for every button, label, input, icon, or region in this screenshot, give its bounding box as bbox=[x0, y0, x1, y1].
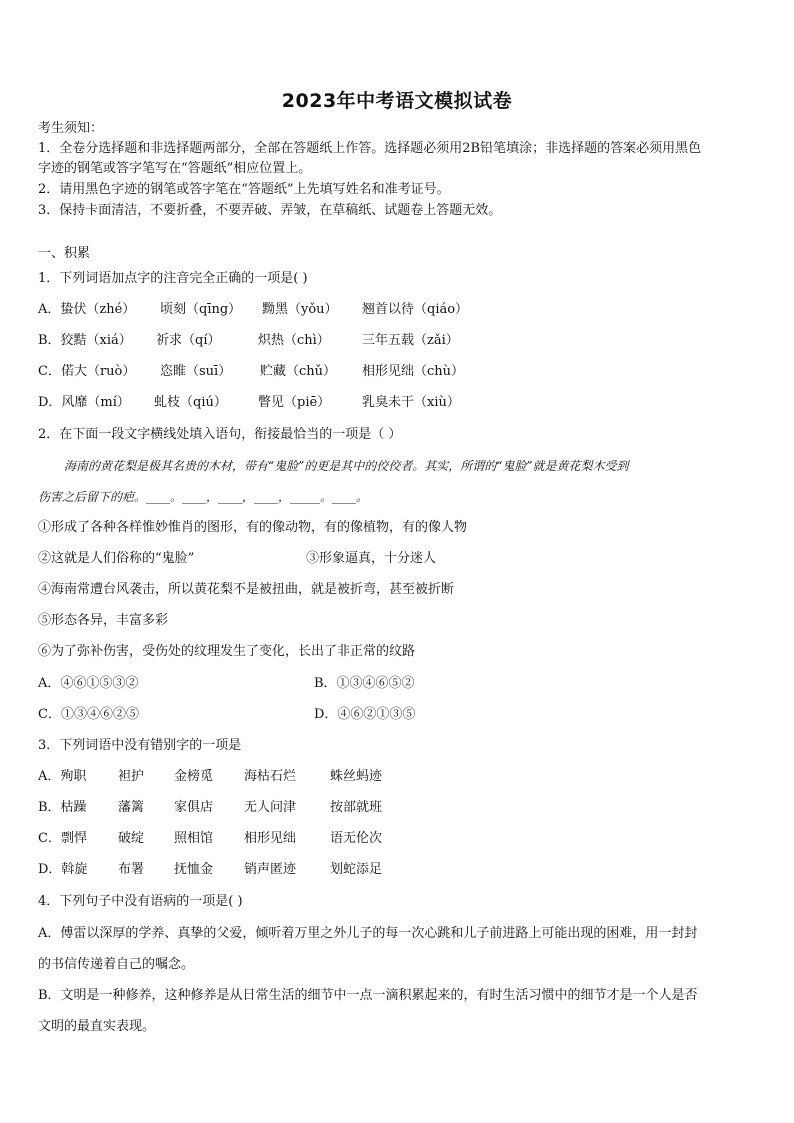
q3-c-word-2: 破绽 bbox=[118, 831, 145, 846]
question-2-stem: 2．在下面一段文字横线处填入语句，衔接最恰当的一项是（ ） bbox=[38, 427, 402, 442]
q2-option-b: B．①③④⑥⑤② bbox=[314, 676, 415, 691]
q2-option-d: D．④⑥②①③⑤ bbox=[314, 707, 416, 722]
q2-sentence-4: ④海南常遭台风袭击，所以黄花梨不是被扭曲，就是被折弯，甚至被折断 bbox=[38, 582, 455, 597]
exam-title: 2023年中考语文模拟试卷 bbox=[281, 90, 513, 112]
q1-b-word-3: 炽热（chì） bbox=[258, 333, 330, 348]
q1-b-word-1: B．狡黠（xiá） bbox=[38, 333, 132, 348]
q1-a-word-2: 顷刻（qīng） bbox=[160, 302, 242, 317]
notice-item-1: 1．全卷分选择题和非选择题两部分，全部在答题纸上作答。选择题必须用2B铅笔填涂；非选择题的答案必须用黑色 bbox=[38, 141, 702, 156]
question-4-stem: 4．下列句子中没有语病的一项是( ) bbox=[38, 894, 243, 909]
q3-b-word-2: 藩篱 bbox=[118, 800, 145, 815]
q2-option-c: C．①③④⑥②⑤ bbox=[38, 707, 139, 722]
q1-c-word-4: 相形见绌（chù） bbox=[362, 364, 465, 379]
q3-a-word-4: 海枯石烂 bbox=[244, 769, 297, 784]
q1-a-word-4: 翘首以待（qiáo） bbox=[362, 302, 469, 317]
q1-b-word-4: 三年五载（zǎi） bbox=[362, 333, 459, 348]
q3-c-word-3: 照相馆 bbox=[174, 831, 214, 846]
q1-d-word-1: D．风靡（mí） bbox=[38, 395, 130, 410]
q3-c-word-1: C．剽悍 bbox=[38, 831, 87, 846]
q3-c-word-5: 语无伦次 bbox=[330, 831, 383, 846]
q1-d-word-2: 虬枝（qiú） bbox=[154, 395, 227, 410]
q2-passage-line-1: 海南的黄花梨是极其名贵的木材，带有“鬼脸”的更是其中的佼佼者。其实，所谓的“鬼脸”就是黄花梨木受到 bbox=[64, 459, 629, 473]
q3-a-word-2: 袒护 bbox=[118, 769, 145, 784]
q3-d-word-5: 划蛇添足 bbox=[330, 862, 383, 877]
question-3-stem: 3．下列词语中没有错别字的一项是 bbox=[38, 738, 242, 753]
q4-option-b-line-1: B．文明是一种修养，这种修养是从日常生活的细节中一点一滴积累起来的，有时生活习惯中的细节才是一个人是否 bbox=[38, 988, 698, 1003]
q1-c-word-3: 贮藏（chǔ） bbox=[260, 364, 337, 379]
notice-item-1-cont: 字迹的钢笔或答字笔写在“答题纸”相应位置上。 bbox=[38, 161, 312, 176]
q1-c-word-2: 恣睢（suī） bbox=[160, 364, 232, 379]
q3-d-word-3: 抚恤金 bbox=[174, 862, 214, 877]
q3-b-word-5: 按部就班 bbox=[330, 800, 383, 815]
q3-d-word-2: 布署 bbox=[118, 862, 145, 877]
q3-b-word-1: B．枯躁 bbox=[38, 800, 87, 815]
q4-option-b-line-2: 文明的最直实表现。 bbox=[38, 1019, 156, 1034]
q2-sentence-6: ⑥为了弥补伤害，受伤处的纹理发生了变化，长出了非正常的纹路 bbox=[38, 644, 416, 659]
q2-sentence-3: ③形象逼真，十分迷人 bbox=[306, 551, 437, 566]
q2-sentence-2: ②这就是人们俗称的“鬼脸” bbox=[38, 551, 195, 566]
q4-option-a-line-2: 的书信传递着自己的嘱念。 bbox=[38, 957, 195, 972]
question-1-stem: 1．下列词语加点字的注音完全正确的一项是( ) bbox=[38, 271, 308, 286]
section-heading: 一、积累 bbox=[38, 246, 91, 261]
q3-b-word-4: 无人问津 bbox=[244, 800, 297, 815]
q3-a-word-1: A．殉职 bbox=[38, 769, 87, 784]
q2-sentence-1: ①形成了各种各样惟妙惟肖的图形，有的像动物，有的像植物，有的像人物 bbox=[38, 520, 468, 535]
q2-passage-line-2: 伤害之后留下的疤。____。____，____，____，_____。____。 bbox=[38, 490, 369, 504]
q3-a-word-3: 金榜觅 bbox=[174, 769, 214, 784]
q3-d-word-1: D．斡旋 bbox=[38, 862, 88, 877]
q3-a-word-5: 蛛丝蚂迹 bbox=[330, 769, 383, 784]
notice-item-2: 2．请用黑色字迹的钢笔或答字笔在“答题纸”上先填写姓名和准考证号。 bbox=[38, 182, 450, 197]
q1-c-word-1: C．偌大（ruò） bbox=[38, 364, 136, 379]
q1-a-word-1: A．蛰伏（zhé） bbox=[38, 302, 136, 317]
notice-item-3: 3．保持卡面清洁，不要折叠，不要弄破、弄皱，在草稿纸、试题卷上答题无效。 bbox=[38, 203, 502, 218]
q2-option-a: A．④⑥①⑤③② bbox=[38, 676, 139, 691]
q3-d-word-4: 销声匿迹 bbox=[244, 862, 297, 877]
q3-b-word-3: 家俱店 bbox=[174, 800, 214, 815]
q2-sentence-5: ⑤形态各异，丰富多彩 bbox=[38, 613, 169, 628]
q4-option-a-line-1: A．傅雷以深厚的学养、真挚的父爱，倾听着万里之外儿子的每一次心跳和儿子前进路上可能出现的困难，用一封封 bbox=[38, 926, 698, 941]
q1-b-word-2: 祈求（qí） bbox=[156, 333, 221, 348]
q1-d-word-4: 乳臭未干（xiù） bbox=[362, 395, 460, 410]
q3-c-word-4: 相形见绌 bbox=[244, 831, 297, 846]
notice-heading: 考生须知： bbox=[38, 121, 104, 136]
q1-a-word-3: 黝黑（yǒu） bbox=[262, 302, 338, 317]
q1-d-word-3: 瞥见（piē） bbox=[258, 395, 331, 410]
